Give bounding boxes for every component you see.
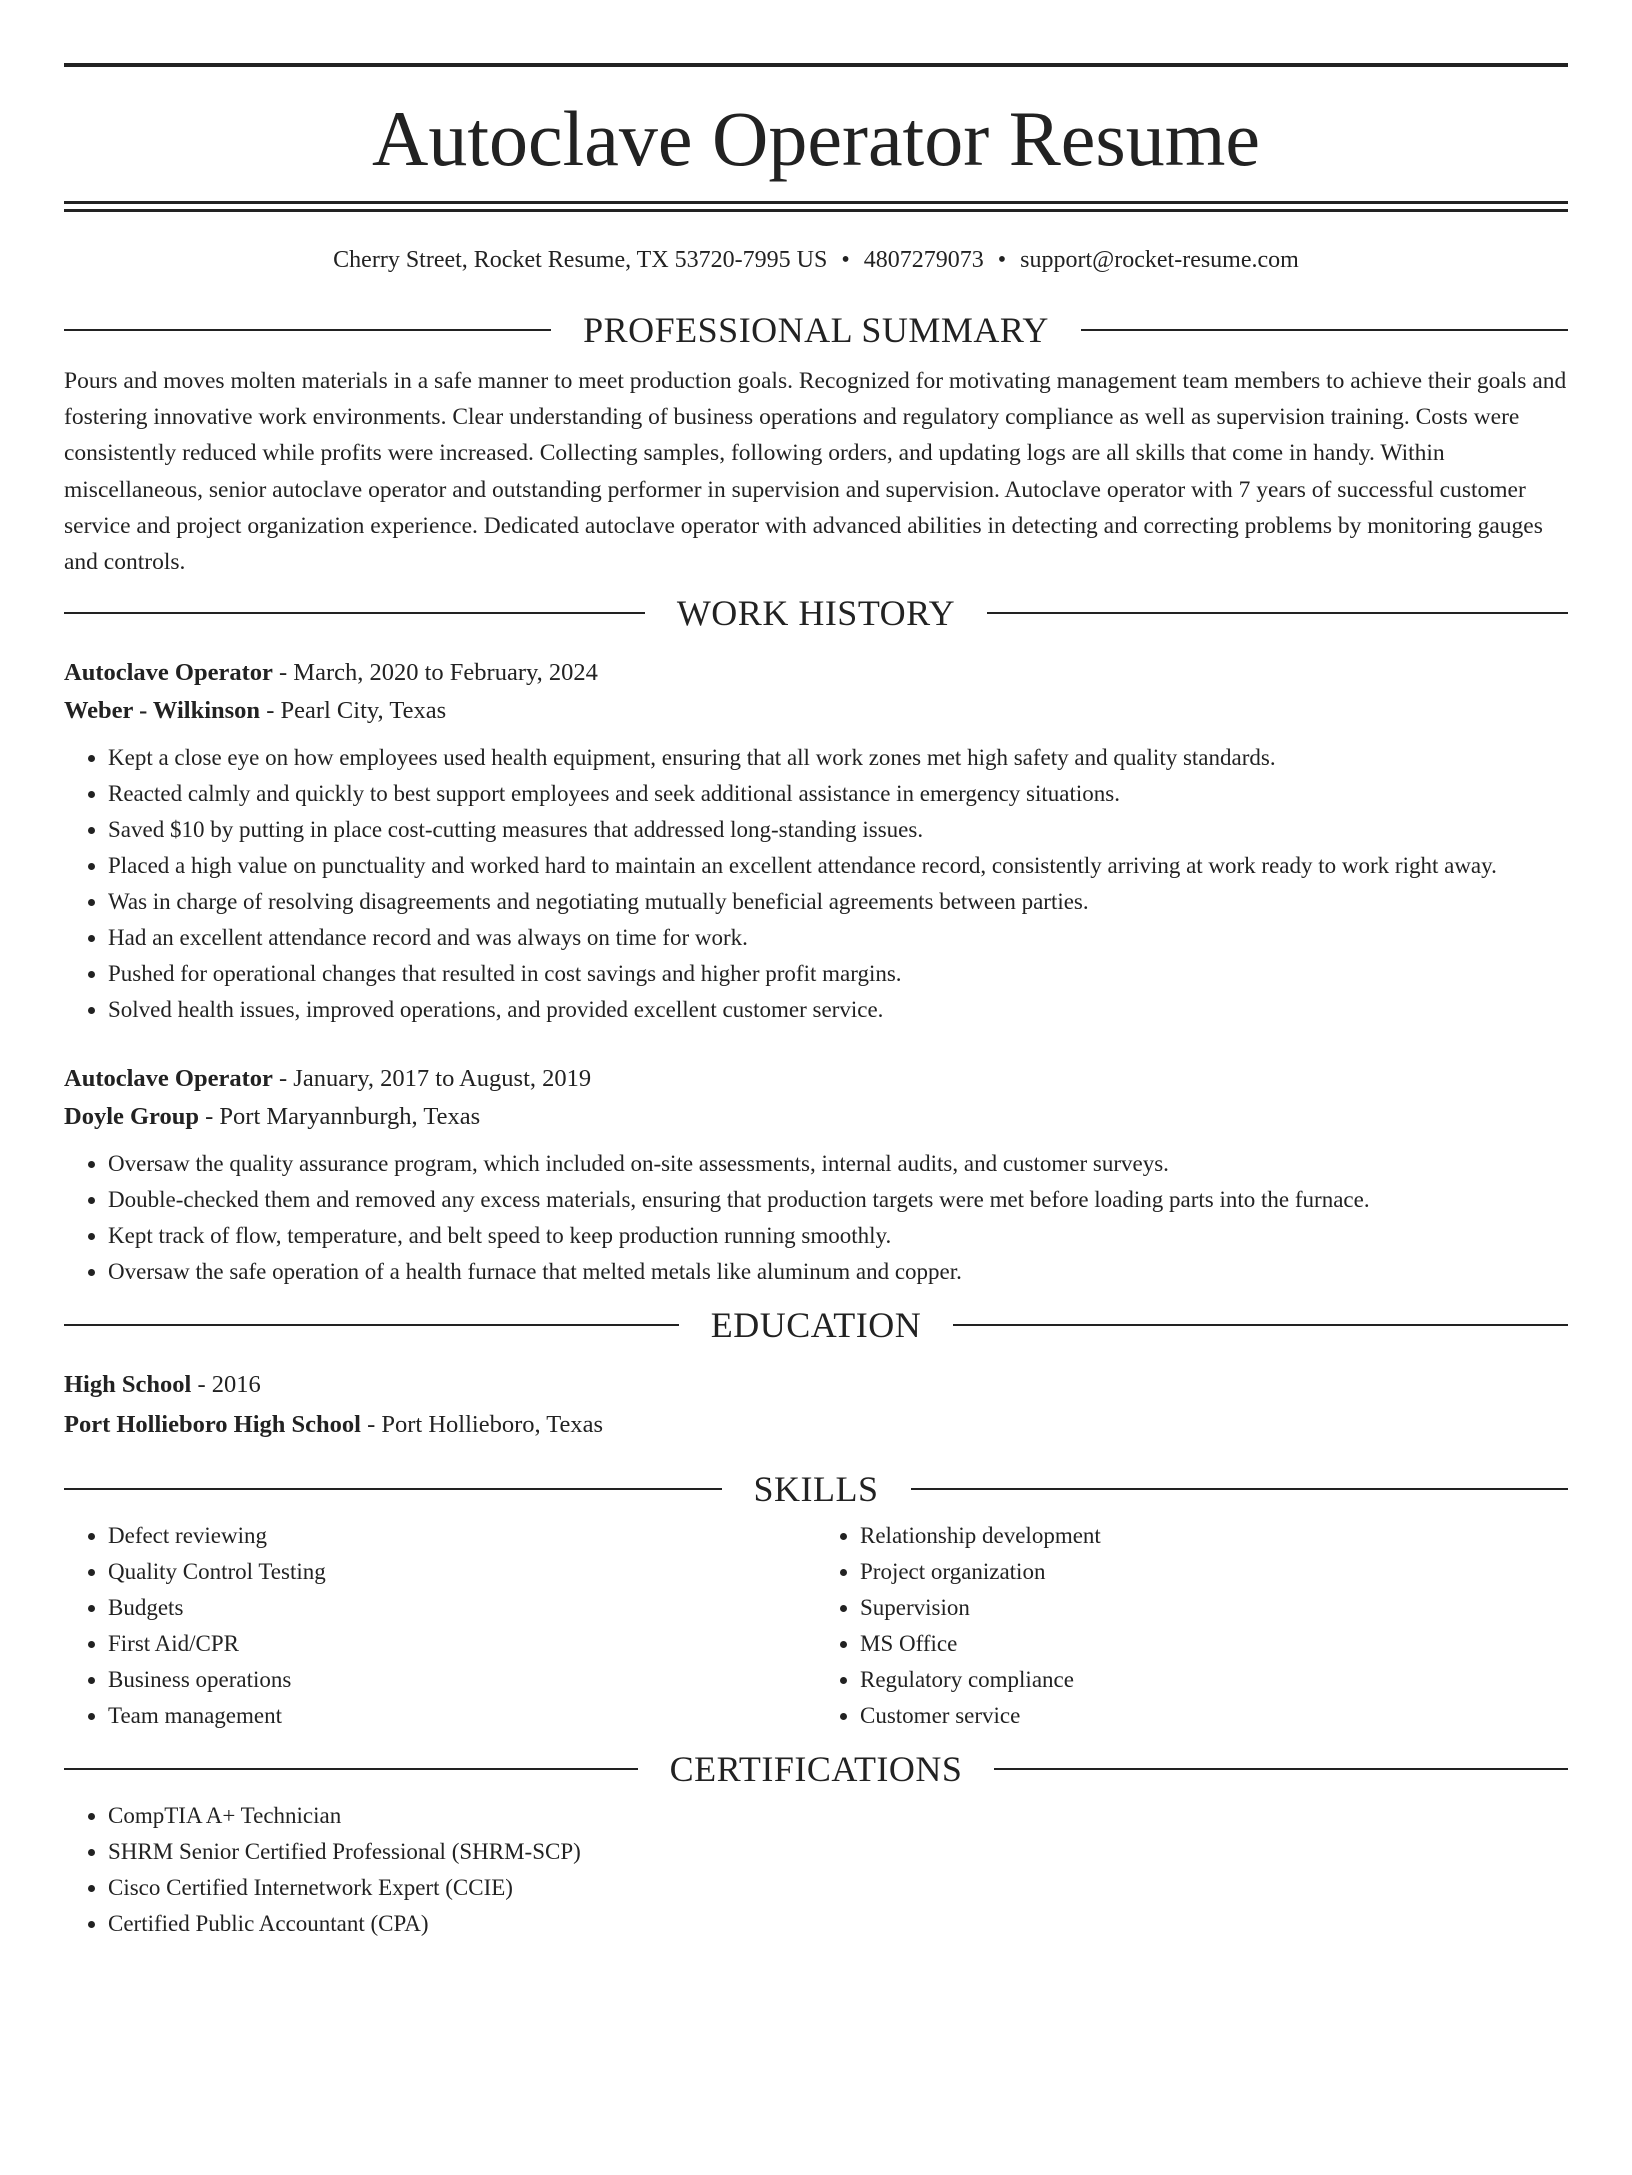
job-bullets bbox=[64, 740, 1568, 1028]
job-location: - Pearl City, Texas bbox=[260, 697, 447, 725]
job-bullet: • Saved $10 by putting in place cost-cutting measures that addressed long-standing issues. bbox=[108, 812, 1568, 848]
education-location: - Port Hollieboro, Texas bbox=[360, 1411, 604, 1439]
skill-item: • Customer service bbox=[860, 1698, 1568, 1734]
education-section-heading bbox=[64, 1304, 1568, 1346]
skill-item: • Business operations bbox=[108, 1662, 816, 1698]
certification-item: • CompTIA A+ Technician bbox=[108, 1798, 1568, 1834]
skill-item: • Supervision bbox=[860, 1590, 1568, 1626]
certifications-section-heading bbox=[64, 1748, 1568, 1790]
certification-item: • Cisco Certified Internetwork Expert (CCIE) bbox=[108, 1870, 1568, 1906]
heading-divider bbox=[987, 612, 1568, 614]
education-school: Port Hollieboro High School bbox=[64, 1411, 361, 1439]
skill-item: • Defect reviewing bbox=[108, 1518, 816, 1554]
skills-left-list bbox=[64, 1518, 816, 1734]
job-dates: - March, 2020 to February, 2024 bbox=[272, 659, 598, 687]
header-double-rule bbox=[64, 201, 1568, 212]
skill-item: • Team management bbox=[108, 1698, 816, 1734]
job-dates: - January, 2017 to August, 2019 bbox=[272, 1065, 592, 1093]
skill-item: • Relationship development bbox=[860, 1518, 1568, 1554]
job-bullet: • Double-checked them and removed any excess materials, ensuring that production targets were met before loading parts into the furnace. bbox=[108, 1182, 1568, 1218]
contact-separator: • bbox=[997, 247, 1007, 273]
job-title: Autoclave Operator bbox=[64, 1065, 273, 1093]
heading-divider bbox=[64, 329, 551, 331]
job-bullet: • Oversaw the quality assurance program, which included on-site assessments, internal audits, and customer surveys. bbox=[108, 1146, 1568, 1182]
skills-right-list bbox=[816, 1518, 1568, 1734]
summary-section-heading bbox=[64, 309, 1568, 351]
job-bullet: • Reacted calmly and quickly to best support employees and seek additional assistance in emergency situations. bbox=[108, 776, 1568, 812]
education-degree-line bbox=[64, 1366, 1568, 1404]
heading-divider bbox=[64, 1324, 679, 1326]
resume-page bbox=[0, 63, 1632, 2175]
job-bullet: • Placed a high value on punctuality and worked hard to maintain an excellent attendance record, consistently arriving at work ready to work right away. bbox=[108, 848, 1568, 884]
skill-item: • Regulatory compliance bbox=[860, 1662, 1568, 1698]
education-year: - 2016 bbox=[191, 1371, 261, 1399]
job-bullet: • Pushed for operational changes that resulted in cost savings and higher profit margins. bbox=[108, 956, 1568, 992]
job-company-line bbox=[64, 1098, 1568, 1136]
skill-item: • First Aid/CPR bbox=[108, 1626, 816, 1662]
job-bullet: • Had an excellent attendance record and was always on time for work. bbox=[108, 920, 1568, 956]
certification-item: • Certified Public Accountant (CPA) bbox=[108, 1906, 1568, 1942]
contact-phone: 4807279073 bbox=[863, 247, 984, 273]
education-heading-label: EDUCATION bbox=[710, 1305, 922, 1346]
certifications-heading-label: CERTIFICATIONS bbox=[669, 1749, 963, 1790]
certifications-list bbox=[64, 1798, 1568, 1942]
heading-divider bbox=[911, 1488, 1569, 1490]
contact-separator: • bbox=[841, 247, 850, 273]
heading-divider bbox=[953, 1324, 1568, 1326]
work-section-heading bbox=[64, 592, 1568, 634]
job-entry bbox=[64, 1060, 1568, 1290]
work-heading-label: WORK HISTORY bbox=[676, 593, 956, 634]
heading-divider bbox=[64, 1488, 722, 1490]
job-bullets bbox=[64, 1146, 1568, 1290]
heading-divider bbox=[994, 1768, 1568, 1770]
skills-section-heading bbox=[64, 1468, 1568, 1510]
job-bullet: • Oversaw the safe operation of a health furnace that melted metals like aluminum and copper. bbox=[108, 1254, 1568, 1290]
job-company-line bbox=[64, 692, 1568, 730]
heading-divider bbox=[64, 1768, 638, 1770]
resume-title: Autoclave Operator Resume bbox=[371, 95, 1260, 182]
education-entry bbox=[64, 1366, 1568, 1444]
skills-heading-label: SKILLS bbox=[753, 1469, 879, 1510]
job-entry bbox=[64, 654, 1568, 1028]
job-company: Doyle Group bbox=[64, 1103, 199, 1131]
job-company: Weber - Wilkinson bbox=[64, 697, 261, 725]
job-bullet: • Solved health issues, improved operations, and provided excellent customer service. bbox=[108, 992, 1568, 1028]
job-bullet: • Was in charge of resolving disagreements and negotiating mutually beneficial agreements between parties. bbox=[108, 884, 1568, 920]
skill-item: • MS Office bbox=[860, 1626, 1568, 1662]
job-bullet: • Kept track of flow, temperature, and belt speed to keep production running smoothly. bbox=[108, 1218, 1568, 1254]
education-school-line bbox=[64, 1406, 1568, 1444]
summary-heading-label: PROFESSIONAL SUMMARY bbox=[583, 310, 1049, 350]
heading-divider bbox=[1081, 329, 1568, 331]
summary-text: Pours and moves molten materials in a safe manner to meet production goals. Recognized for motivating management team members to achieve their goals and fostering innovative work environments. Clear understanding of business operations and regulatory compliance as well as supervision training. Costs were consistently reduced while profits were increased. Collecting samples, following orders, and updating logs are all skills that come in handy. Within miscellaneous, senior autoclave operator and outstanding performer in supervision and supervision. Autoclave operator with 7 years of successful customer service and project organization experience. Dedicated autoclave operator with advanced abilities in detecting and correcting problems by monitoring gauges and controls. bbox=[64, 368, 1567, 576]
job-location: - Port Maryannburgh, Texas bbox=[199, 1103, 481, 1131]
job-title-line bbox=[64, 654, 1568, 692]
skill-item: • Project organization bbox=[860, 1554, 1568, 1590]
skills-columns bbox=[64, 1518, 1568, 1734]
certification-item: • SHRM Senior Certified Professional (SHRM-SCP) bbox=[108, 1834, 1568, 1870]
skill-item: • Budgets bbox=[108, 1590, 816, 1626]
job-bullet: • Kept a close eye on how employees used health equipment, ensuring that all work zones met high safety and quality standards. bbox=[108, 740, 1568, 776]
contact-email: support@rocket-resume.com bbox=[1020, 247, 1299, 273]
job-title-line bbox=[64, 1060, 1568, 1098]
skill-item: • Quality Control Testing bbox=[108, 1554, 816, 1590]
contact-address: Cherry Street, Rocket Resume, TX 53720-7995 US bbox=[333, 247, 828, 273]
job-title: Autoclave Operator bbox=[64, 659, 273, 687]
heading-divider bbox=[64, 612, 645, 614]
education-degree: High School bbox=[64, 1371, 192, 1399]
contact-line bbox=[64, 245, 1568, 275]
